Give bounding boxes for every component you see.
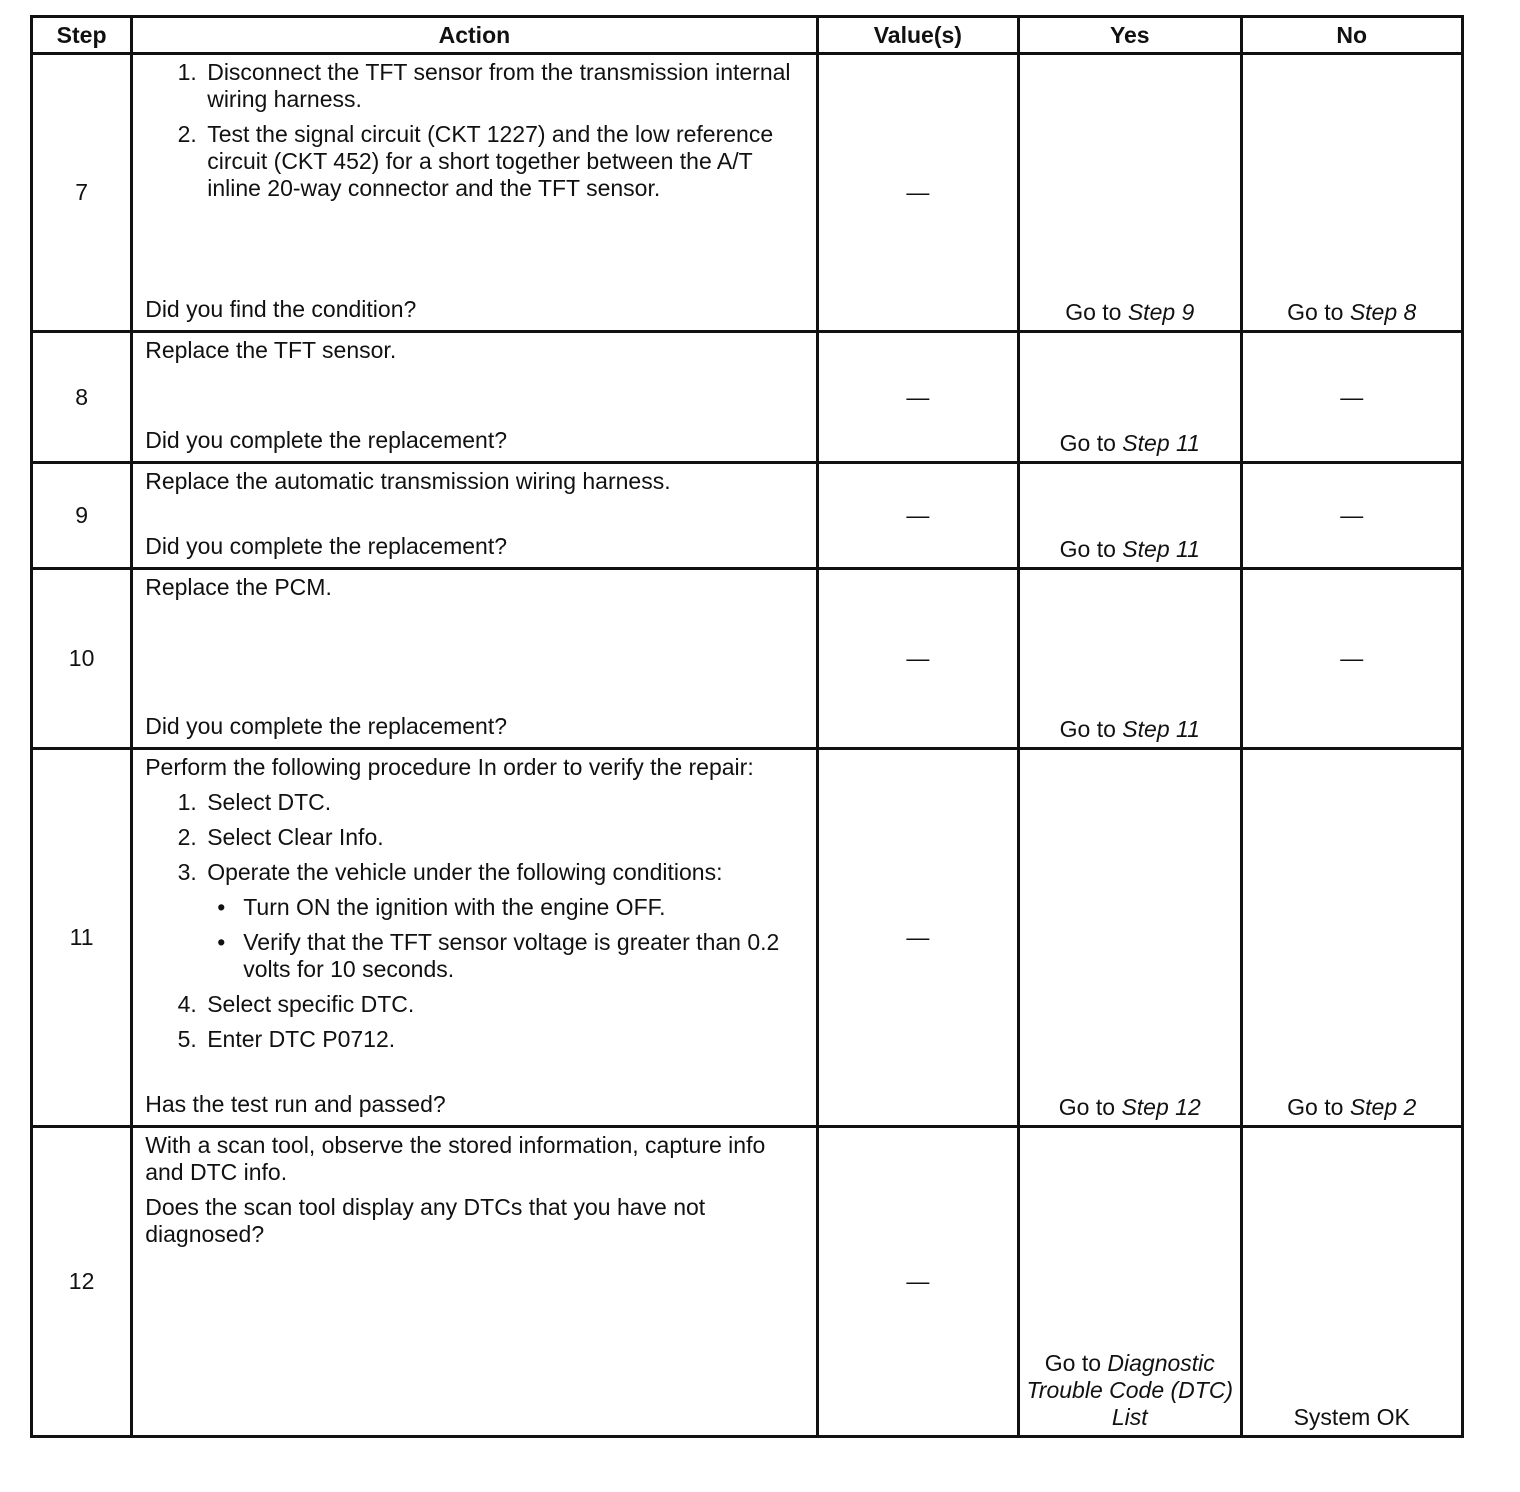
yes-step-link[interactable]: Step 12 (1121, 1094, 1201, 1120)
no-dash: — (1340, 383, 1364, 410)
step-number: 7 (32, 54, 132, 332)
action-text: Replace the PCM. (145, 574, 332, 600)
no-dash: — (1340, 645, 1364, 671)
table-row-step-11 (32, 749, 1463, 1127)
no-dash: — (1340, 502, 1364, 528)
header-values: Value(s) (817, 17, 1018, 54)
table-row-step-9 (32, 463, 1463, 569)
yes-prefix: Go to (1059, 716, 1116, 742)
no-cell (1241, 1127, 1463, 1437)
step-number: 12 (32, 1127, 132, 1437)
yes-step-link[interactable]: Step 11 (1122, 430, 1200, 456)
value-cell (817, 1127, 1018, 1437)
step-number: 9 (32, 463, 132, 569)
action-intro: With a scan tool, observe the stored information, capture info and DTC info. (145, 1132, 766, 1185)
action-item: 5. Enter DTC P0712. (203, 1026, 805, 1053)
action-item: 1. Select DTC. (203, 789, 805, 816)
step-number: 10 (32, 569, 132, 749)
yes-step-link[interactable]: Step 11 (1122, 716, 1200, 742)
table-row-step-7 (32, 54, 1463, 332)
value-cell (817, 54, 1018, 332)
action-item (203, 859, 805, 983)
action-list (145, 59, 805, 210)
table-row-step-8 (32, 332, 1463, 463)
value-dash: — (906, 645, 930, 671)
action-question: Has the test run and passed? (145, 1091, 446, 1117)
yes-step-link[interactable]: Step 11 (1122, 536, 1200, 562)
action-item: 2. Test the signal circuit (CKT 1227) and the low reference circuit (CKT 452) for a short together between the A/T inline 20-way connector and the TFT sensor. (203, 121, 805, 202)
yes-cell (1019, 1127, 1241, 1437)
no-cell (1241, 569, 1463, 749)
action-cell (132, 463, 817, 569)
action-question: Does the scan tool display any DTCs that you have not diagnosed? (145, 1194, 706, 1247)
yes-dtc-list-link[interactable]: Diagnostic Trouble Code (DTC) List (1026, 1350, 1234, 1430)
no-cell (1241, 54, 1463, 332)
value-dash: — (906, 924, 930, 950)
value-dash: — (906, 502, 930, 528)
value-cell (817, 569, 1018, 749)
value-cell (817, 463, 1018, 569)
action-question: Did you find the condition? (145, 296, 417, 322)
action-question: Did you complete the replacement? (145, 533, 508, 559)
action-cell (132, 749, 817, 1127)
action-text: Replace the automatic transmission wiring harness. (145, 468, 671, 494)
yes-cell (1019, 749, 1241, 1127)
no-cell (1241, 749, 1463, 1127)
action-question: Did you complete the replacement? (145, 713, 508, 739)
no-cell (1241, 332, 1463, 463)
yes-cell (1019, 332, 1241, 463)
header-yes: Yes (1019, 17, 1241, 54)
action-list (145, 789, 805, 1061)
yes-prefix: Go to (1044, 1350, 1102, 1376)
value-dash: — (906, 179, 930, 205)
value-dash: — (906, 383, 930, 410)
header-action: Action (132, 17, 817, 54)
no-prefix: Go to (1287, 1094, 1344, 1120)
yes-prefix: Go to (1065, 299, 1122, 325)
diagnostic-table (30, 15, 1464, 1438)
action-item: 4. Select specific DTC. (203, 991, 805, 1018)
no-prefix: Go to (1287, 299, 1344, 325)
sub-item: • Turn ON the ignition with the engine OFF. (239, 894, 805, 921)
action-intro: Perform the following procedure In order to verify the repair: (145, 754, 754, 780)
yes-cell (1019, 463, 1241, 569)
yes-cell (1019, 54, 1241, 332)
sub-item: • Verify that the TFT sensor voltage is greater than 0.2 volts for 10 seconds. (239, 929, 805, 983)
value-cell (817, 332, 1018, 463)
action-item: 1. Disconnect the TFT sensor from the transmission internal wiring harness. (203, 59, 805, 113)
header-no: No (1241, 17, 1463, 54)
action-question: Did you complete the replacement? (145, 427, 508, 453)
sub-list (207, 894, 805, 983)
action-cell (132, 569, 817, 749)
no-system-ok: System OK (1293, 1404, 1410, 1430)
header-row (32, 17, 1463, 54)
yes-prefix: Go to (1058, 1094, 1116, 1120)
value-cell (817, 749, 1018, 1127)
header-step: Step (32, 17, 132, 54)
step-number: 8 (32, 332, 132, 463)
value-dash: — (906, 1268, 930, 1294)
action-cell (132, 54, 817, 332)
table-row-step-10 (32, 569, 1463, 749)
table-row-step-12 (32, 1127, 1463, 1437)
action-item: 2. Select Clear Info. (203, 824, 805, 851)
yes-prefix: Go to (1059, 430, 1116, 456)
no-step-link[interactable]: Step 8 (1349, 299, 1417, 325)
action-cell (132, 1127, 817, 1437)
yes-cell (1019, 569, 1241, 749)
action-cell (132, 332, 817, 463)
yes-prefix: Go to (1059, 536, 1116, 562)
no-cell (1241, 463, 1463, 569)
yes-step-link[interactable]: Step 9 (1127, 299, 1195, 325)
no-step-link[interactable]: Step 2 (1349, 1094, 1417, 1120)
step-number: 11 (32, 749, 132, 1127)
action-text: Replace the TFT sensor. (145, 337, 397, 363)
action-item-text: Operate the vehicle under the following conditions: (207, 859, 723, 885)
